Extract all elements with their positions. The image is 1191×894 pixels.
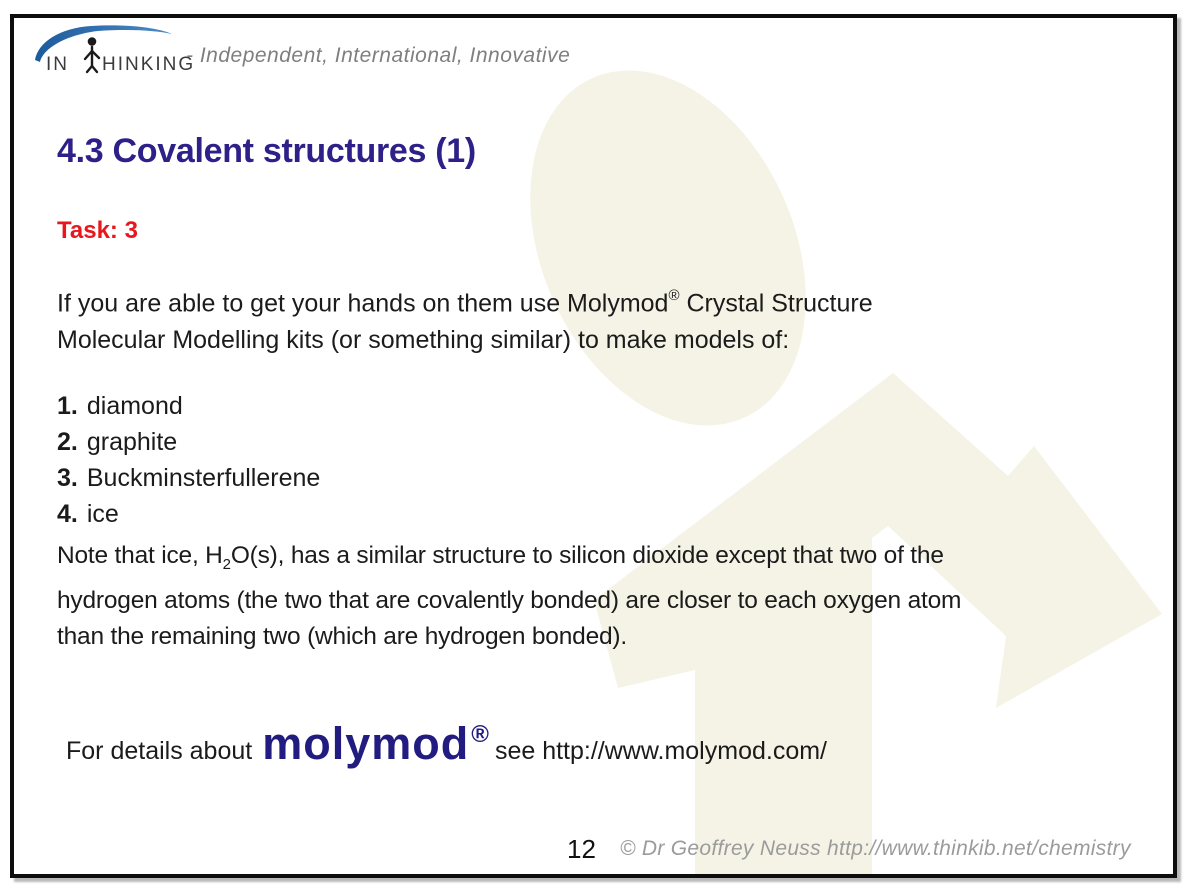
logo-wordmark-prefix: IN (46, 54, 69, 75)
note-line-1 (57, 538, 961, 583)
logo-wordmark-suffix: HINKING (102, 54, 196, 75)
list-item-label: graphite (86, 428, 178, 456)
page-number: 12 (567, 834, 596, 864)
intro-paragraph (57, 279, 873, 359)
note-line-2: hydrogen atoms (the two that are covalently bonded) are closer to each oxygen atom (57, 586, 962, 614)
task-label: Task: 3 (57, 217, 138, 244)
details-url-text: see http://www.molymod.com/ (494, 737, 827, 765)
list-item-label: ice (86, 500, 119, 528)
note-line-3: than the remaining two (which are hydrogen bonded). (57, 622, 627, 650)
model-list (57, 388, 320, 532)
logo-tagline: - Independent, International, Innovative (186, 44, 571, 67)
list-item-number: 1. (57, 392, 78, 420)
copyright-line: © Dr Geoffrey Neuss http://www.thinkib.net/chemistry (620, 837, 1131, 860)
list-item-number: 4. (57, 500, 78, 528)
note-paragraph (57, 538, 961, 655)
details-line (66, 718, 827, 770)
intro-text: If you are able to get your hands on them use Molymod (57, 289, 669, 318)
list-item (57, 424, 320, 460)
watermark-head (477, 27, 859, 469)
list-item-label: Buckminsterfullerene (86, 464, 321, 492)
details-prefix: For details about (66, 737, 253, 765)
note-text: O(s), has a similar structure to silicon dioxide except that two of the (230, 542, 944, 569)
registered-mark: ® (471, 721, 489, 748)
note-text: Note that ice, H (57, 542, 223, 569)
list-item (57, 388, 320, 424)
list-item-number: 2. (57, 428, 78, 456)
intro-line-1 (57, 279, 873, 322)
list-item (57, 460, 320, 496)
list-item-label: diamond (86, 392, 183, 420)
list-item (57, 496, 320, 532)
intro-text: Crystal Structure (679, 289, 873, 318)
registered-mark: ® (668, 287, 680, 304)
molymod-wordmark: molymod (262, 718, 470, 769)
slide-frame (10, 14, 1177, 878)
subscript-2: 2 (222, 555, 231, 573)
intro-line-2: Molecular Modelling kits (or something similar) to make models of: (57, 326, 790, 355)
list-item-number: 3. (57, 464, 78, 492)
page-title: 4.3 Covalent structures (1) (57, 132, 476, 170)
thinking-person-icon (85, 37, 99, 72)
